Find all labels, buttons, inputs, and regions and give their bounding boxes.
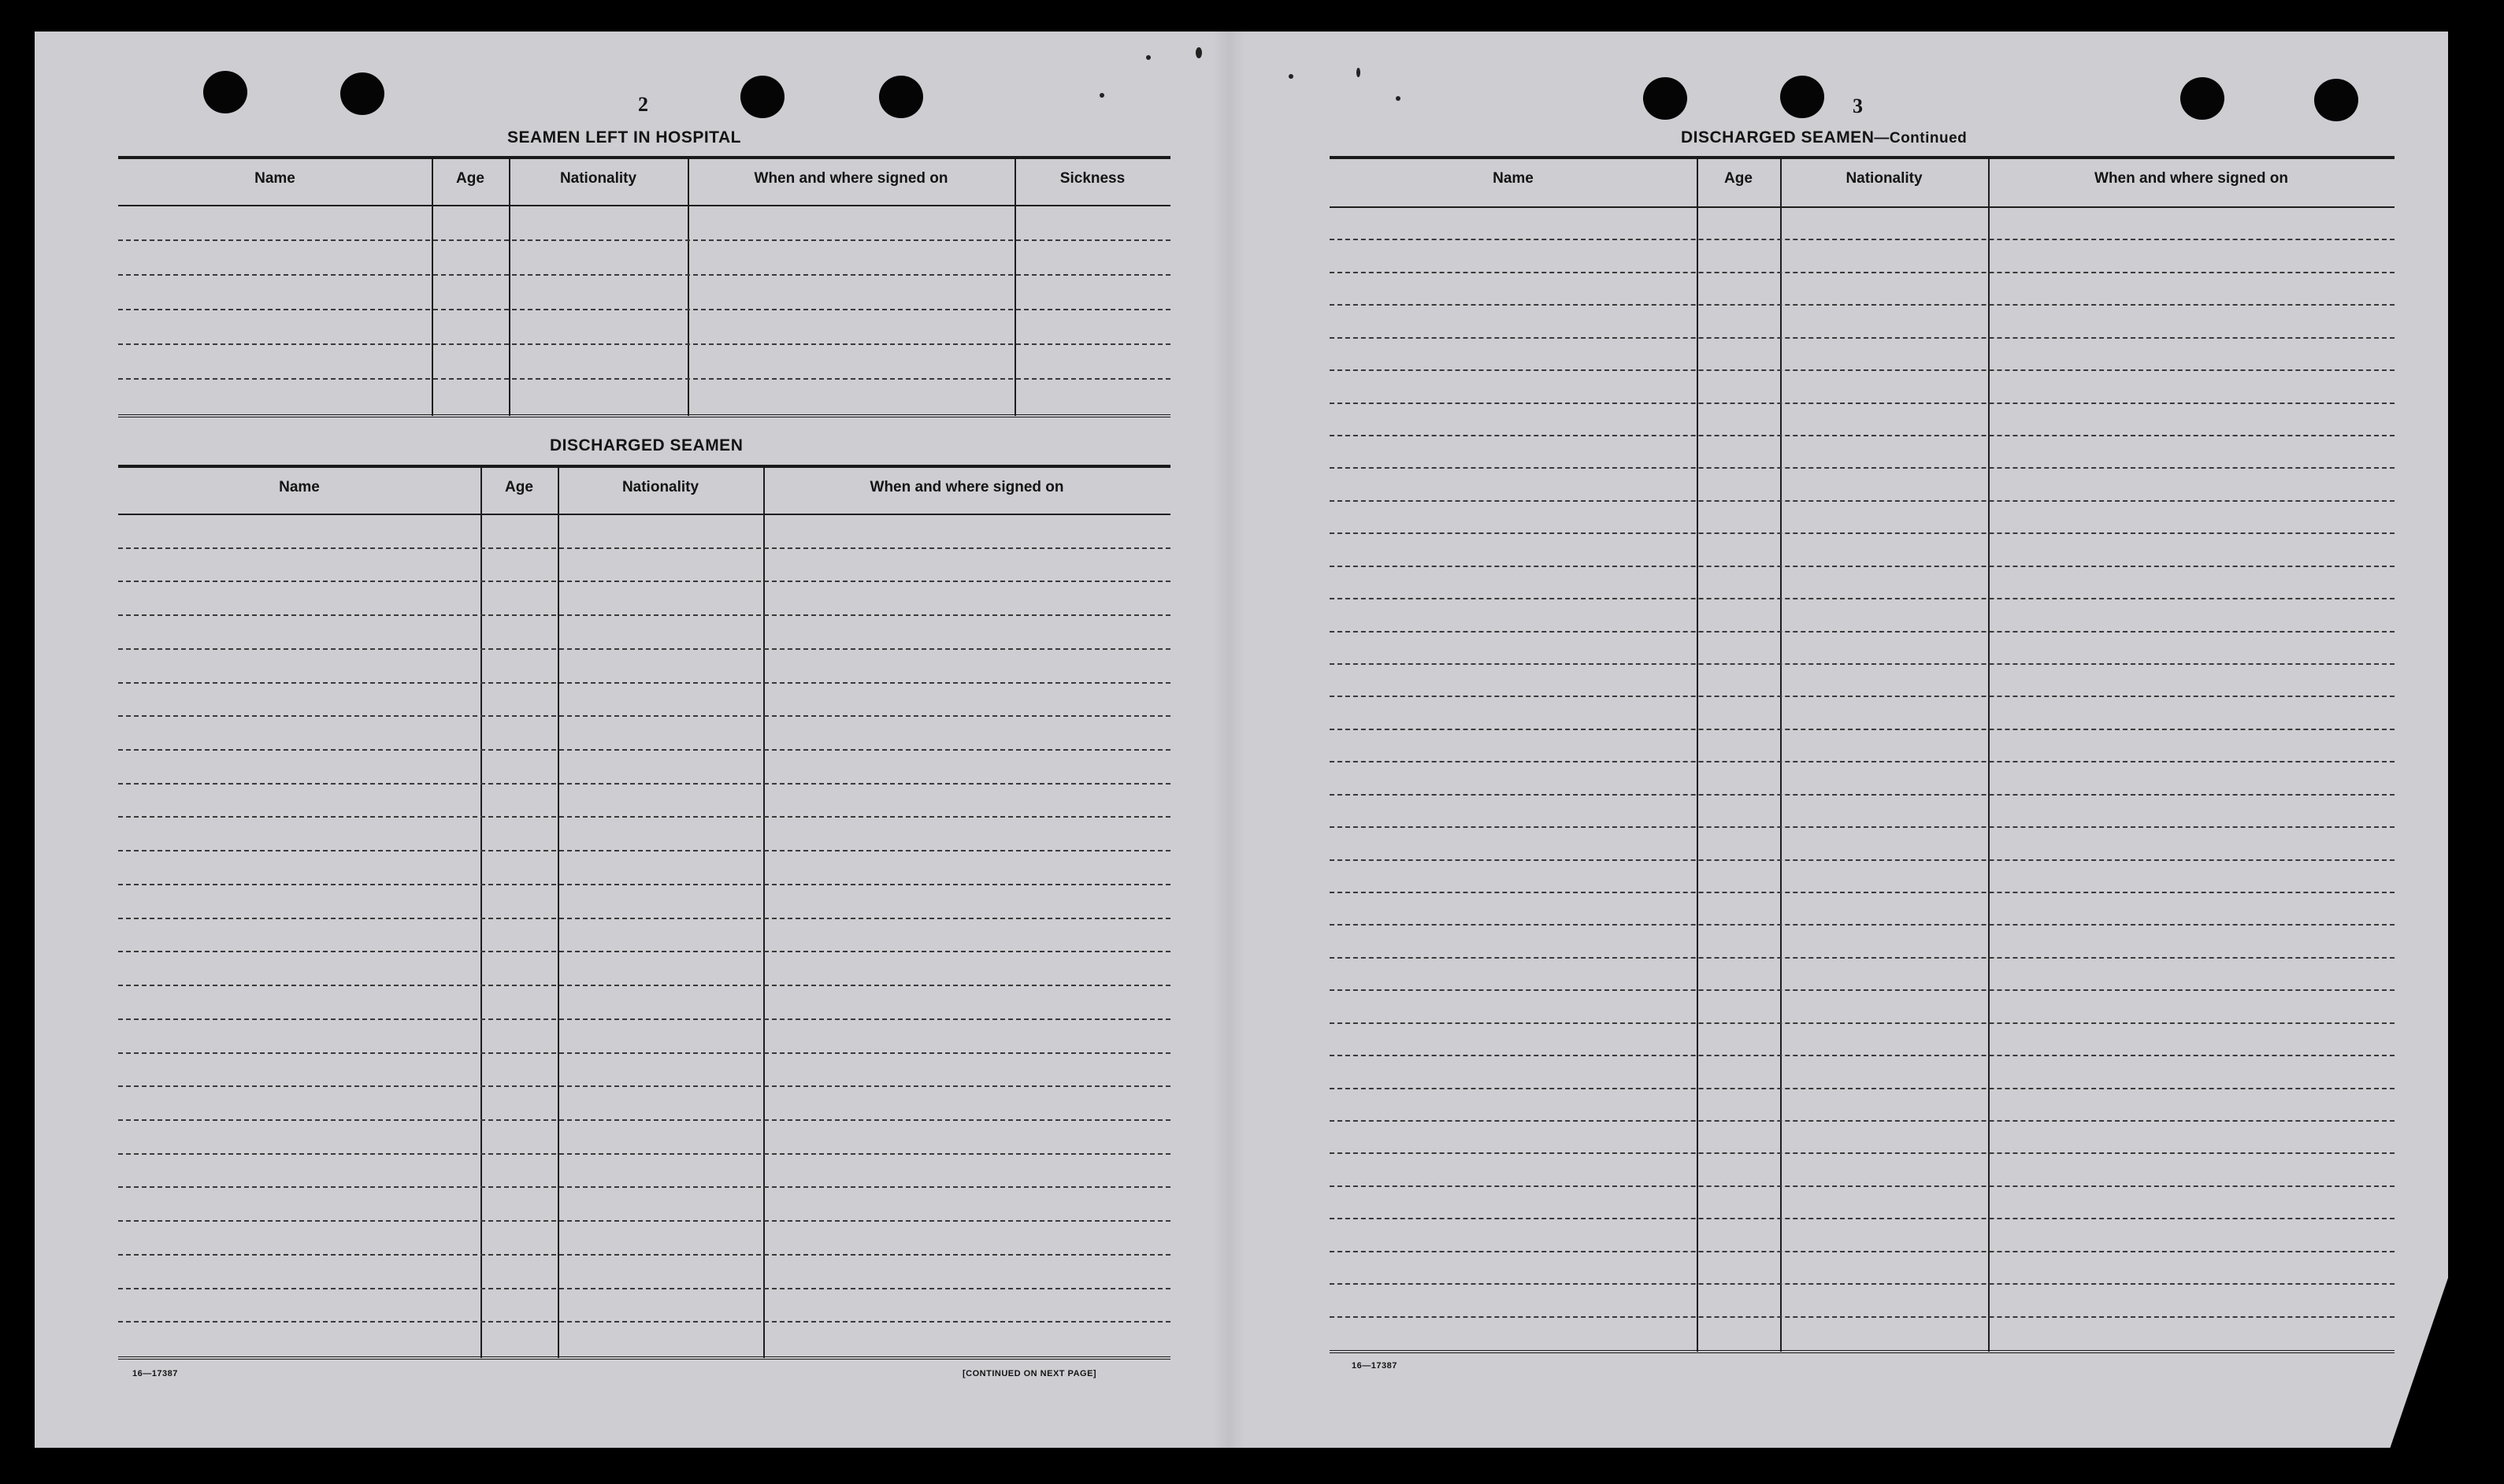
table-row-line [118,918,1170,919]
table-row-line [1330,500,2395,502]
table-bottom-rule [118,1356,1170,1360]
binder-hole [203,71,247,113]
table-row-line [1330,761,2395,762]
binder-hole [740,76,785,118]
seamen-left-in-hospital-table [118,156,1170,417]
table-row-line [1330,337,2395,339]
table-row-line [1330,663,2395,665]
table-row-line [118,378,1170,380]
binder-hole [2314,79,2358,121]
table-row-line [118,1052,1170,1054]
table-row-line [118,1288,1170,1289]
table-header-rule [118,205,1170,206]
table-row-line [1330,532,2395,534]
table-row-line [118,343,1170,345]
column-header-nationality: Nationality [1846,170,1923,187]
table-top-rule [1330,156,2395,159]
table-row-line [1330,435,2395,436]
table-row-line [118,682,1170,684]
table-row-line [1330,1283,2395,1285]
table-row-line [118,951,1170,952]
table-row-line [118,816,1170,818]
table-row-line [1330,598,2395,599]
table-row-line [1330,566,2395,567]
form-number-right: 16—17387 [1352,1361,1397,1371]
table-row-line [1330,1055,2395,1056]
table-row-line [118,1220,1170,1222]
column-header-when-and-where-signed-on: When and where signed on [2094,170,2288,187]
table-row-line [118,547,1170,549]
binder-hole [1780,76,1824,118]
table-row-line [118,648,1170,650]
table-row-line [1330,369,2395,371]
discharged-table-title: DISCHARGED SEAMEN [550,436,744,454]
table-top-rule [118,156,1170,159]
column-header-age: Age [456,170,484,187]
table-row-line [1330,467,2395,469]
table-row-line [1330,1152,2395,1154]
table-row-line [1330,272,2395,273]
table-row-line [1330,1251,2395,1252]
table-header-rule [1330,206,2395,208]
column-header-sickness: Sickness [1059,170,1126,187]
ink-speck [1396,96,1400,101]
column-divider [558,468,559,1358]
table-row-line [1330,1316,2395,1318]
table-row-line [1330,989,2395,991]
discharged-seamen-continued-table [1330,156,2395,1353]
table-row-line [118,1018,1170,1020]
table-row-line [118,1321,1170,1323]
table-row-line [118,581,1170,582]
table-row-line [118,1119,1170,1121]
table-row-line [118,783,1170,785]
column-header-when-and-where-signed-on: When and where signed on [870,479,1064,495]
binder-hole [879,76,923,118]
table-header-rule [118,514,1170,515]
table-row-line [1330,1088,2395,1089]
table-row-line [118,1254,1170,1256]
discharged-continued-title-main: DISCHARGED SEAMEN [1681,128,1875,147]
ink-speck [1289,74,1293,79]
table-row-line [118,884,1170,885]
column-header-when-and-where-signed-on: When and where signed on [754,170,948,187]
table-row-line [118,1085,1170,1087]
table-row-line [1330,826,2395,828]
column-header-nationality: Nationality [621,479,699,495]
ink-speck [1196,47,1202,58]
form-number-left: 16—17387 [132,1369,178,1378]
table-row-line [1330,859,2395,861]
table-row-line [1330,403,2395,404]
table-bottom-rule [118,414,1170,417]
column-header-age: Age [1724,170,1753,187]
table-row-line [118,309,1170,310]
column-header-name: Name [1493,170,1534,187]
column-header-nationality: Nationality [559,170,637,187]
table-row-line [1330,239,2395,240]
table-row-line [1330,631,2395,633]
table-row-line [118,614,1170,616]
ink-speck [1146,55,1151,60]
table-row-line [118,274,1170,276]
table-row-line [1330,1218,2395,1219]
column-header-name: Name [254,170,295,187]
hospital-table-title: SEAMEN LEFT IN HOSPITAL [507,128,741,147]
binder-hole [2180,77,2224,120]
column-divider [480,468,482,1358]
table-row-line [1330,1120,2395,1122]
table-row-line [118,1186,1170,1188]
column-header-name: Name [279,479,320,495]
ink-speck [1100,93,1104,98]
continued-note: [CONTINUED ON NEXT PAGE] [963,1369,1097,1378]
discharged-continued-title-suffix: —Continued [1874,130,1968,147]
ink-speck [1356,68,1360,77]
page-number-left: 2 [638,93,648,116]
discharged-seamen-table [118,465,1170,1360]
table-row-line [1330,957,2395,959]
table-row-line [1330,794,2395,796]
table-row-line [1330,696,2395,697]
column-divider [763,468,765,1358]
table-row-line [118,749,1170,751]
table-row-line [1330,924,2395,926]
table-row-line [118,239,1170,241]
table-row-line [1330,729,2395,730]
page-fold [1213,32,1245,1448]
table-top-rule [118,465,1170,468]
column-header-age: Age [505,479,533,495]
table-row-line [118,1153,1170,1155]
binder-hole [1643,77,1687,120]
table-bottom-rule [1330,1350,2395,1353]
table-row-line [1330,1185,2395,1187]
table-row-line [118,850,1170,851]
table-row-line [118,715,1170,717]
table-row-line [1330,892,2395,893]
table-row-line [118,985,1170,986]
page-number-right: 3 [1853,95,1863,117]
discharged-continued-title [1681,128,1967,147]
binder-hole [340,72,384,115]
table-row-line [1330,1022,2395,1024]
table-row-line [1330,304,2395,306]
